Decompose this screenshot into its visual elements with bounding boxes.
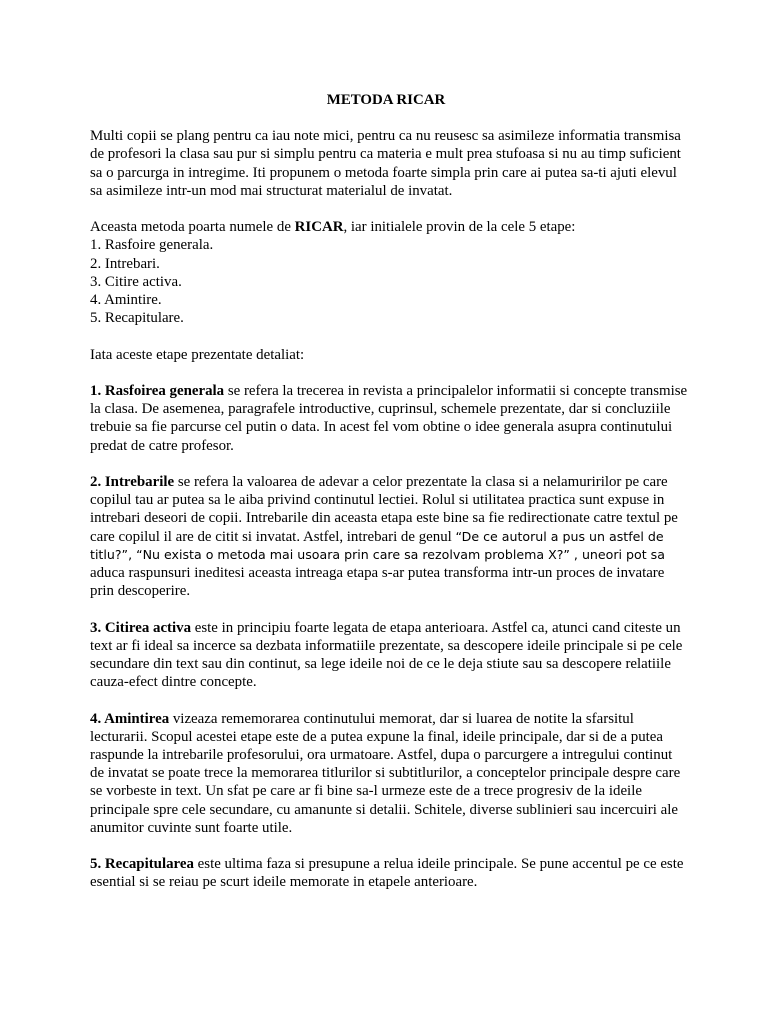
stages-intro-text: Aceasta metoda poarta numele de [90, 219, 295, 236]
paragraph-spacer [90, 364, 690, 382]
section-text: este in principiu foarte legata de etapa anterioara. Astfel ca, atunci cand citeste un text ar fi ideal sa incerce sa dezbata informatiile prezentate, sa descopere ideile principale si pe cele secundare din text sau din continut, sa lege ideile noi de ce le deja stiute sau sa descopere relatiile cauza-efect dintre concepte. [90, 619, 683, 691]
intro-paragraph: Multi copii se plang pentru ca iau note mici, pentru ca nu reusesc sa asimileze informatia transmisa de profesori la clasa sau pur si simplu pentru ca materia e mult prea stufoasa si nu au timp suficient sa o parcurga in intregime. Iti propunem o metoda foarte simpla prin care ai putea sa-ti ajuti elevul sa asimileze intr-un mod mai structurat materialul de invatat. [90, 128, 681, 199]
paragraph-spacer [90, 837, 690, 855]
paragraph-spacer [90, 600, 690, 618]
document-page [90, 91, 690, 892]
section-text: este ultima faza si presupune a relua ideile principale. Se pune accentul pe ce este esential si se reiau pe scurt ideile memorate in etapele anterioare. [90, 856, 684, 891]
stage-item-4: 4. Amintire. [90, 292, 162, 309]
paragraph-spacer [90, 455, 690, 473]
section-amintire [90, 710, 690, 837]
stages-intro-tail: , iar initialele provin de la cele 5 etape: [343, 219, 576, 236]
section-heading: 4. Amintirea [90, 710, 170, 727]
section-heading: 3. Citirea activa [90, 619, 192, 636]
stages-intro [90, 218, 690, 236]
section-text: vizeaza rememorarea continutului memorat, dar si luarea de notite la sfarsitul lecturarii. Scopul acestei etape este de a putea expune la final, ideile principale, dar si de a putea raspunde la intrebarile profesorului, ora urmatoare. Astfel, dupa o parcurgere a intregului continut de invatat se poate trece la memorarea titlurilor si subtitlurilor, a conceptelor principale despre care se vorbeste in text. Un sfat pe care ar fi bine sa-l urmeze este de a trece progresiv de la ideile principale spre cele secundare, cu amanunte si detalii. Schitele, diverse sublinieri sau incercuiri ale anumitor cuvinte sunt foarte utile. [90, 710, 681, 836]
paragraph-spacer [90, 691, 690, 709]
section-recapitulare [90, 855, 690, 891]
stage-item-1: 1. Rasfoire generala. [90, 237, 214, 254]
section-intrebari [90, 473, 690, 600]
paragraph-spacer [90, 200, 690, 218]
section-text: se refera la valoarea de adevar a celor prezentate la clasa si a nelamuririlor pe care copilul tau ar putea sa le aiba privind continutul lectiei. Rolul si utilitatea practica sunt expuse in intrebari deseori de copii. Intrebarile din aceasta etapa este bine sa fie redirectionate catre textul pe care copilul il are de citit si invatat. Astfel, intrebari de genul [90, 474, 678, 545]
section-rasfoire [90, 382, 690, 455]
section-citire [90, 619, 690, 692]
method-name: RICAR [294, 219, 344, 236]
stage-item-5: 5. Recapitulare. [90, 310, 184, 327]
stage-item-2: 2. Intrebari. [90, 255, 160, 272]
stage-item-3: 3. Citire activa. [90, 273, 182, 290]
details-intro: Iata aceste etape prezentate detaliat: [90, 346, 305, 363]
section-text: se refera la trecerea in revista a principalelor informatii si concepte transmise la clasa. De asemenea, paragrafele introductive, cuprinsul, schemele prezentate, dar si concluziile trebuie sa fie parcurse cel putin o data. In acest fel vom obtine o idee generala asupra continutului predat de catre profesor. [90, 383, 688, 454]
document-title: METODA RICAR [326, 92, 446, 108]
paragraph-spacer [90, 327, 690, 345]
section-heading: 2. Intrebarile [90, 474, 175, 490]
section-text: aduca raspunsuri ineditesi aceasta intreaga etapa s-ar putea transforma intr-un proces de invatare prin descoperire. [90, 565, 665, 600]
section-heading: 1. Rasfoirea generala [90, 383, 225, 399]
section-heading: 5. Recapitularea [90, 856, 194, 873]
section-quote-text: “De ce autorul a pus un astfel de titlu?”, “Nu exista o metoda mai usoara prin care sa rezolvam problema X?” , uneori pot sa [90, 528, 665, 562]
